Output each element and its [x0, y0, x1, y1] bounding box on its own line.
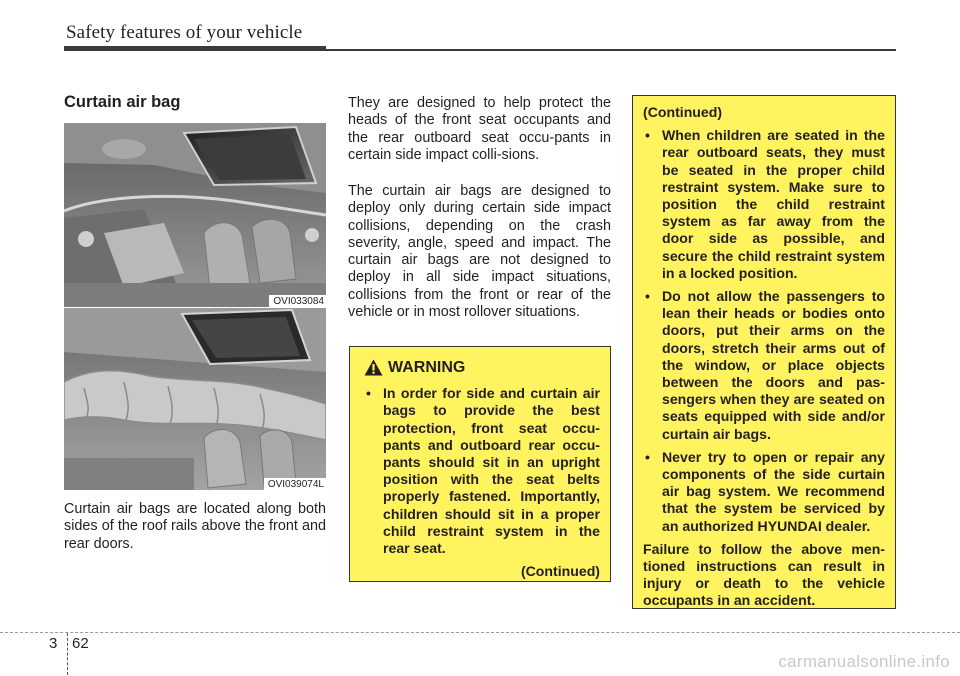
continued-bullet-list — [643, 127, 885, 535]
page-number-divider — [67, 633, 68, 675]
failure-warning-paragraph: Failure to follow the above men-tioned instructions can result in injury or death to the vehicle occupants in an accident. — [643, 540, 885, 609]
continued-bullet: • Never try to open or repair any components of the side curtain air bag system. We recommend that the system be serviced by an authorized HYUNDAI dealer. — [643, 449, 885, 535]
warning-bullet-list — [364, 385, 600, 557]
warning-box — [349, 346, 611, 582]
section-title: Curtain air bag — [64, 93, 181, 111]
continued-bullet: • Do not allow the passengers to lean their heads or bodies onto doors, put their arms on the doors, stretch their arms out of the window, or place objects between the doors and pas-sengers when they are seated on seats equipped with side and/or curtain air bags. — [643, 288, 885, 443]
photo-code: OVI039074L — [264, 478, 326, 490]
curtain-airbag-photo-deployed — [64, 308, 326, 490]
warning-bullet: • In order for side and curtain air bags to provide the best protection, front seat occu-pants and outboard rear occu-pants should sit in an upright position with the seat belts properly fastened. Importantly, children should sit in a proper child restraint system in the rear seat. — [364, 385, 600, 557]
page-header-title: Safety features of your vehicle — [66, 22, 303, 43]
curtain-airbag-photo-stowed — [64, 123, 326, 307]
footer-rule — [0, 632, 960, 633]
middle-paragraph-2: The curtain air bags are designed to deploy only during certain side impact collisions, depending on the crash severity, angle, speed and impact. The curtain air bags are not designed to deploy in all side impact situations, collisions from the front or rear of the vehicle or in most rollover situations. — [348, 183, 611, 321]
middle-paragraph-1: They are designed to help protect the heads of the front seat occupants and the rear outboard seat occu-pants in certain side impact colli-sions. — [348, 95, 611, 163]
car-interior-illustration — [64, 123, 326, 307]
continued-bullet: • When children are seated in the rear outboard seats, they must be seated in the proper child restraint system. Make sure to position the child restraint system as far away from the door side as possible, and secure the child restraint system in a locked position. — [643, 127, 885, 282]
curtain-airbag-location-text: Curtain air bags are located along both sides of the roof rails above the front and rear doors. — [64, 501, 326, 552]
watermark-link[interactable]: carmanualsonline.info — [778, 652, 950, 671]
header-rule-thin — [326, 49, 896, 51]
warning-heading — [364, 359, 600, 376]
warning-continued-box — [632, 95, 896, 609]
car-interior-deployed-illustration — [64, 308, 326, 490]
warning-title: WARNING — [388, 359, 466, 376]
section-number: 3 — [49, 635, 58, 652]
warning-triangle-icon — [364, 359, 383, 376]
header-rule-thick — [64, 46, 326, 51]
page-number: 62 — [72, 635, 89, 652]
warning-continued-label: (Continued) — [520, 563, 600, 580]
continued-label: (Continued) — [643, 104, 723, 120]
photo-code: OVI033084 — [269, 295, 326, 307]
